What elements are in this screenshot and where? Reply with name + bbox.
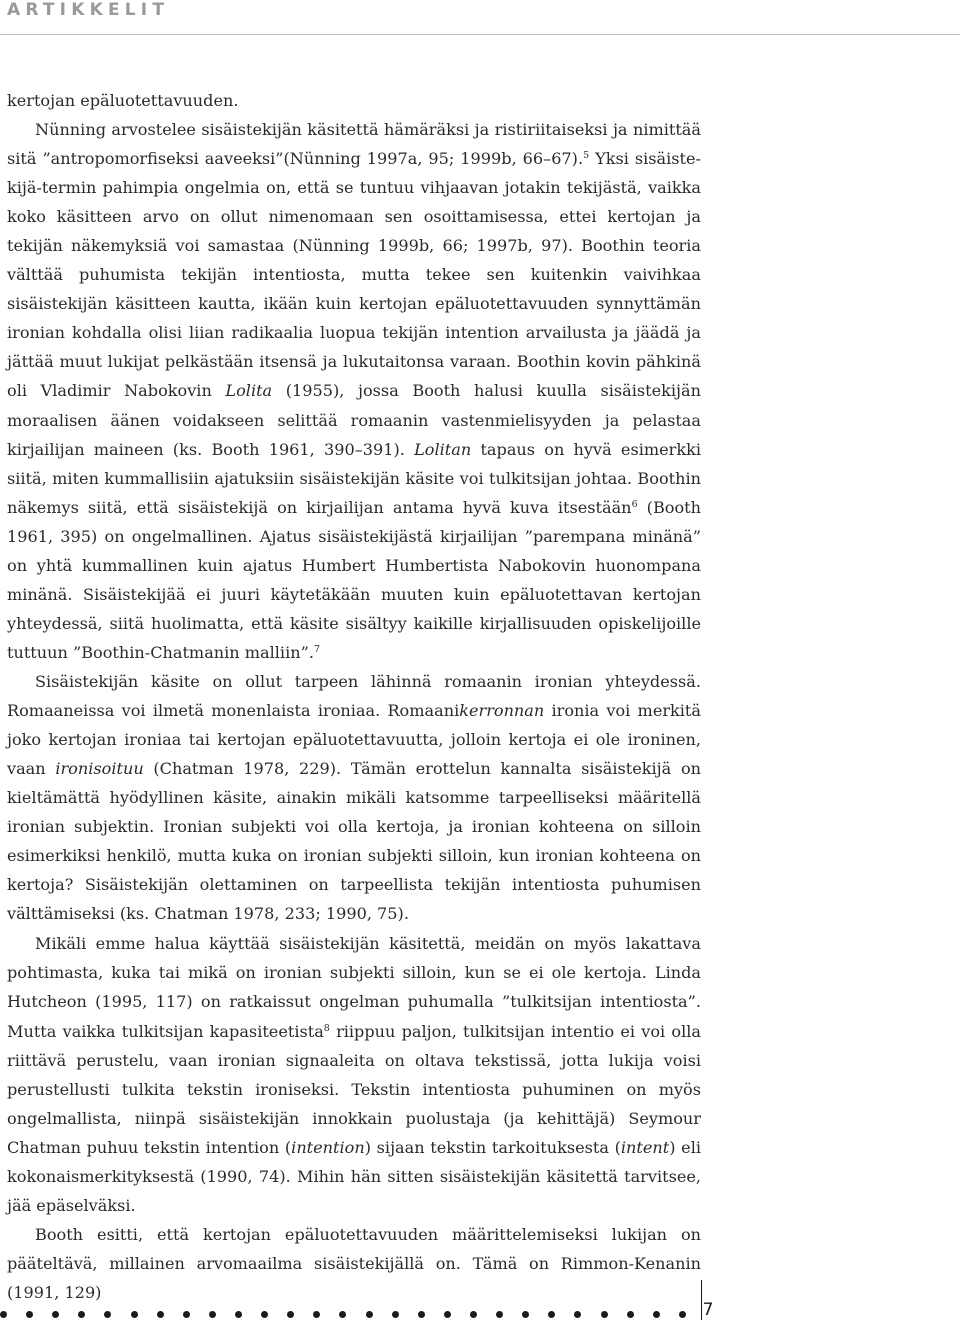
footer-dot [209, 1311, 216, 1318]
italic-term: kerronnan [459, 700, 545, 720]
footer-dot [261, 1311, 268, 1318]
footer-dot [339, 1311, 346, 1318]
footnote-marker: 7 [313, 643, 320, 655]
footer-dot [496, 1311, 503, 1318]
text-run: Yksi sisäistekijä-termin pahimpia ongelmia on, että se tuntuu vihjaavan jotakin tekijästä, vaikka koko käsitteen arvo on ollut nimenomaan sen osoittamisessa, ettei kertojan ja tekijän näkemyksiä voi samastaa (Nünning 1999b, 66; 1997b, 97). Boothin teoria välttää puhumista tekijän intentiosta, mutta tekee sen kuitenkin vaivihkaa sisäistekijän käsitteen kautta, ikään kuin kertojan epäluotettavuuden synnyttämän ironian kohdalla olisi liian radikaalia luopua tekijän intention arvailusta ja jäädä ja jättää muut lukijat pelkästään itsensä ja lukutaitonsa varaan. Boothin kovin pähkinä oli Vladimir Nabokovin [7, 149, 701, 401]
footer-dot [470, 1311, 477, 1318]
footer-dot [366, 1311, 373, 1318]
text-run: (Chatman 1978, 229). Tämän erottelun kannalta sisäistekijä on kieltämättä hyödyllinen käsite, ainakin mikäli katsomme tarpeelliseksi määritellä ironian subjektin. Ironian subjekti voi olla kertoja, ja ironian kohteena on silloin esimerkiksi henkilö, mutta kuka on ironian subjekti silloin, kun ironian kohteena on kertoja? Sisäistekijän olettaminen on tarpeellista tekijän intentiosta puhumisen välttämiseksi (ks. Chatman 1978, 233; 1990, 75). [7, 759, 702, 924]
footer-dot [418, 1311, 425, 1318]
text-run: ) eli kokonaismerkityksestä (1990, 74). Mihin hän sitten sisäistekijän käsitettä tarvitsee, jää epäselväksi. [7, 1137, 701, 1215]
text-run: Booth esitti, että kertojan epäluotettavuuden määrittelemiseksi lukijan on pääteltävä, millainen arvomaailma sisäistekijällä on. Tämä on Rimmon-Kenanin (1991, 129) [7, 1224, 701, 1302]
footer-dot [601, 1311, 608, 1318]
page-number: 7 [702, 1300, 714, 1320]
footer-dot [313, 1311, 320, 1318]
text-run: ironia voi merkitä joko kertojan ironiaa tai kertojan epäluotettavuutta, jolloin kertoja ei ole ironinen, vaan [7, 700, 701, 779]
paragraph-p3 [7, 929, 701, 1219]
italic-term: Lolita [225, 381, 273, 401]
header-rule [0, 34, 960, 35]
footer-dot [679, 1311, 686, 1318]
section-label: ARTIKKELIT [7, 0, 170, 20]
paragraph-p0 [7, 86, 701, 115]
footer-dot [574, 1311, 581, 1318]
text-run: Sisäistekijän käsite on ollut tarpeen lähinnä romaanin ironian yhteydessä. Romaaneissa voi ilmetä monenlaista ironiaa. Romaani [7, 671, 701, 720]
text-run: Nünning arvostelee sisäistekijän käsitettä hämäräksi ja ristiriitaiseksi ja nimittää sitä ”antropomorfiseksi aaveeksi”(Nünning 1997a, 95; 1999b, 66–67). [7, 120, 701, 169]
footer-dot [627, 1311, 634, 1318]
running-header [0, 0, 960, 26]
text-run: riippuu paljon, tulkitsijan intentio ei voi olla riittävä perustelu, vaan ironian signaaleita on oltava tekstissä, jotta lukija voisi perustellusti tulkita tekstin ironiseksi. Tekstin intentiosta puhuminen on myös ongelmallista, niinpä sisäistekijän innokkain puolustaja (ja kehittäjä) Seymour Chatman puhuu tekstin intention ( [7, 1021, 701, 1157]
footer-dot [0, 1311, 7, 1318]
footer-dot [287, 1311, 294, 1318]
italic-term: intention [291, 1137, 365, 1157]
footer-dot [131, 1311, 138, 1318]
italic-term: Lolitan [414, 439, 472, 459]
text-run: ) sijaan tekstin tarkoituksesta ( [364, 1137, 621, 1157]
footer-dot [183, 1311, 190, 1318]
text-run: Mikäli emme halua käyttää sisäistekijän käsitettä, meidän on myös lakattava pohtimasta, kuka tai mikä on ironian subjekti silloin, kun se ei ole kertoja. Linda Hutcheon (1995, 117) on ratkaissut ongelman puhumalla ”tulkitsijan intentiosta”. Mutta vaikka tulkitsijan kapasiteetista [7, 934, 701, 1041]
footer-dot [26, 1311, 33, 1318]
italic-term: ironisoituu [55, 759, 144, 779]
text-run: (1955), jossa Booth halusi kuulla sisäistekijän moraalisen äänen voidakseen selittää romaanin vastenmielisyyden ja pelastaa kirjailijan maineen (ks. Booth 1961, 390–391). [7, 381, 701, 459]
footer-dot [444, 1311, 451, 1318]
footnote-marker: 6 [631, 498, 638, 510]
paragraph-p2 [7, 667, 701, 928]
footer-dot [235, 1311, 242, 1318]
footer-dot-leader [0, 1309, 686, 1319]
footer-dot [52, 1311, 59, 1318]
footer-dot [157, 1311, 164, 1318]
paragraph-p4 [7, 1220, 701, 1307]
footer-dot [522, 1311, 529, 1318]
text-run: (Booth 1961, 395) on ongelmallinen. Ajatus sisäistekijästä kirjailijan ”parempana minänä” on yhtä kummallinen kuin ajatus Humbert Humbertista Nabokovin huonompana minänä. Sisäistekijää ei juuri käytetäkään muuten kuin epäluotettavan kertojan yhteydessä, siitä huolimatta, että käsite sisältyy kaikille kirjallisuuden opiskelijoille tuttuun ”Boothin-Chatmanin malliin”. [7, 497, 701, 662]
footer-dot [104, 1311, 111, 1318]
text-run: tapaus on hyvä esimerkki siitä, miten kummallisiin ajatuksiin sisäistekijän käsite voi tulkitsijan johtaa. Boothin näkemys siitä, että sisäistekijä on kirjailijan antama hyvä kuva itsestään [7, 439, 701, 517]
text-run: kertojan epäluotettavuuden. [7, 91, 239, 110]
paragraph-p1 [7, 115, 701, 667]
italic-term: intent [620, 1137, 670, 1157]
footnote-marker: 5 [583, 150, 590, 162]
footer-dot [653, 1311, 660, 1318]
article-body [7, 86, 701, 1307]
footer-dot [392, 1311, 399, 1318]
footnote-marker: 8 [323, 1022, 330, 1034]
footer-dot [548, 1311, 555, 1318]
footer-dot [78, 1311, 85, 1318]
